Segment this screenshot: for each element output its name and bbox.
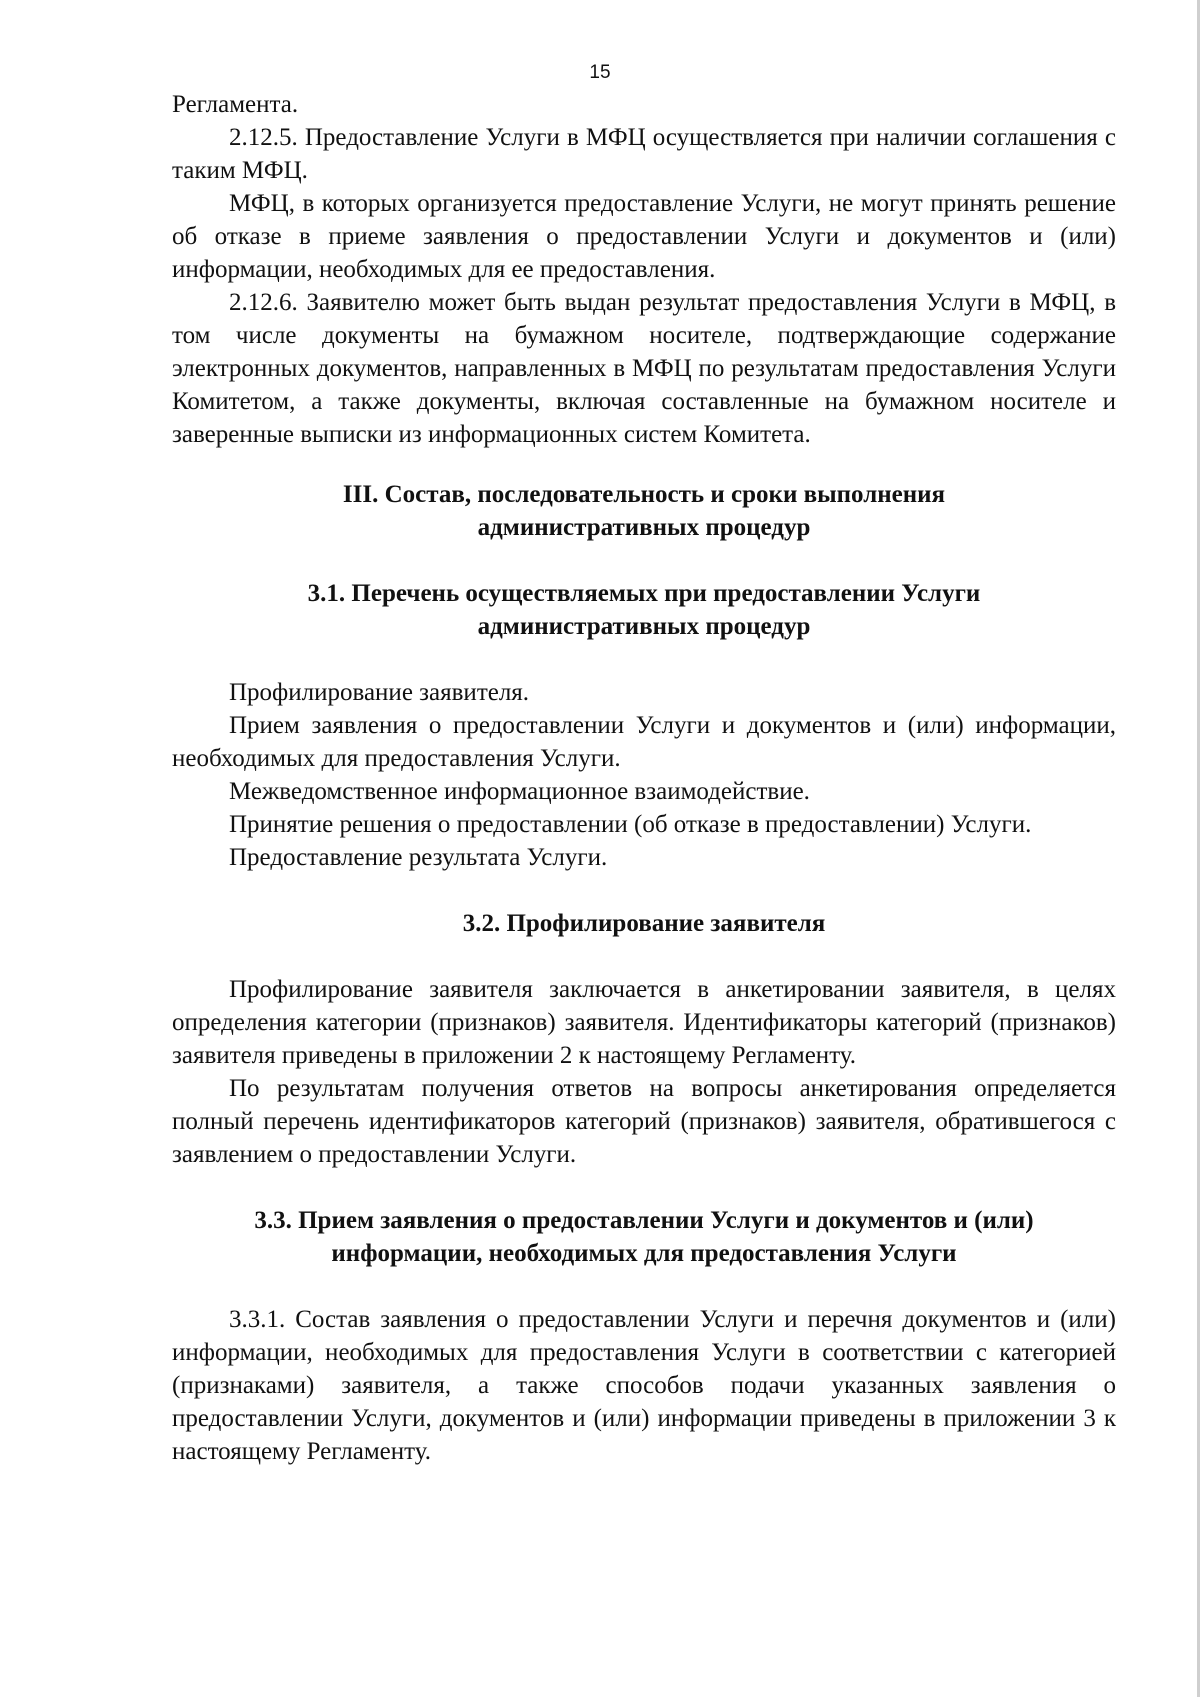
procedures-list <box>172 676 1116 874</box>
subsection-3-1-heading <box>172 577 1116 643</box>
paragraph-2-12-5: 2.12.5. Предоставление Услуги в МФЦ осуществляется при наличии соглашения с таким МФЦ. <box>172 124 1116 184</box>
section-3-heading <box>172 478 1116 544</box>
subsection-3-2-body <box>172 973 1116 1171</box>
paragraph-mfc-refusal: МФЦ, в которых организуется предоставление Услуги, не могут принять решение об отказе в приеме заявления о предоставлении Услуги и документов и (или) информации, необходимых для ее предоставления. <box>172 190 1116 283</box>
subsection-3-3-body <box>172 1303 1116 1468</box>
procedure-item: Предоставление результата Услуги. <box>229 844 608 871</box>
subsection-3-2-heading: 3.2. Профилирование заявителя <box>462 910 826 937</box>
subsection-3-1-title-line1: 3.1. Перечень осуществляемых при предоставлении Услуги <box>307 580 981 607</box>
procedure-item: Прием заявления о предоставлении Услуги и документов и (или) информации, необходимых для предоставления Услуги. <box>172 712 1116 772</box>
subsection-3-3-heading <box>172 1204 1116 1270</box>
procedure-item: Профилирование заявителя. <box>229 679 530 706</box>
paragraph-2-12-6: 2.12.6. Заявителю может быть выдан результат предоставления Услуги в МФЦ, в том числе документы на бумажном носителе, подтверждающие содержание электронных документов, направленных в МФЦ по результатам предоставления Услуги Комитетом, а также документы, включая составленные на бумажном носителе и заверенные выписки из информационных систем Комитета. <box>172 289 1116 448</box>
paragraph-profiling: Профилирование заявителя заключается в анкетировании заявителя, в целях определения категории (признаков) заявителя. Идентификаторы категорий (признаков) заявителя приведены в приложении 2 к настоящему Регламенту. <box>172 976 1116 1069</box>
document-body <box>172 88 1116 1468</box>
procedure-item: Межведомственное информационное взаимодействие. <box>229 778 810 805</box>
section-3-title-line2: административных процедур <box>477 514 811 541</box>
section-3-title-line1: III. Состав, последовательность и сроки выполнения <box>342 481 946 508</box>
paragraph-continuation: Регламента. <box>172 91 299 118</box>
subsection-3-1-title-line2: административных процедур <box>477 613 811 640</box>
subsection-3-3-title-line1: 3.3. Прием заявления о предоставлении Услуги и документов и (или) <box>254 1207 1034 1234</box>
paragraph-3-3-1: 3.3.1. Состав заявления о предоставлении Услуги и перечня документов и (или) информации, необходимых для предоставления Услуги в соответствии с категорией (признаками) заявителя, а также способов подачи указанных заявления о предоставлении Услуги, документов и (или) информации приведены в приложении 3 к настоящему Регламенту. <box>172 1306 1116 1465</box>
paragraph-profiling-result: По результатам получения ответов на вопросы анкетирования определяется полный перечень идентификаторов категорий (признаков) заявителя, обратившегося с заявлением о предоставлении Услуги. <box>172 1075 1116 1168</box>
procedure-item: Принятие решения о предоставлении (об отказе в предоставлении) Услуги. <box>229 811 1032 838</box>
page-number: 15 <box>589 62 611 83</box>
subsection-3-3-title-line2: информации, необходимых для предоставления Услуги <box>331 1240 957 1267</box>
